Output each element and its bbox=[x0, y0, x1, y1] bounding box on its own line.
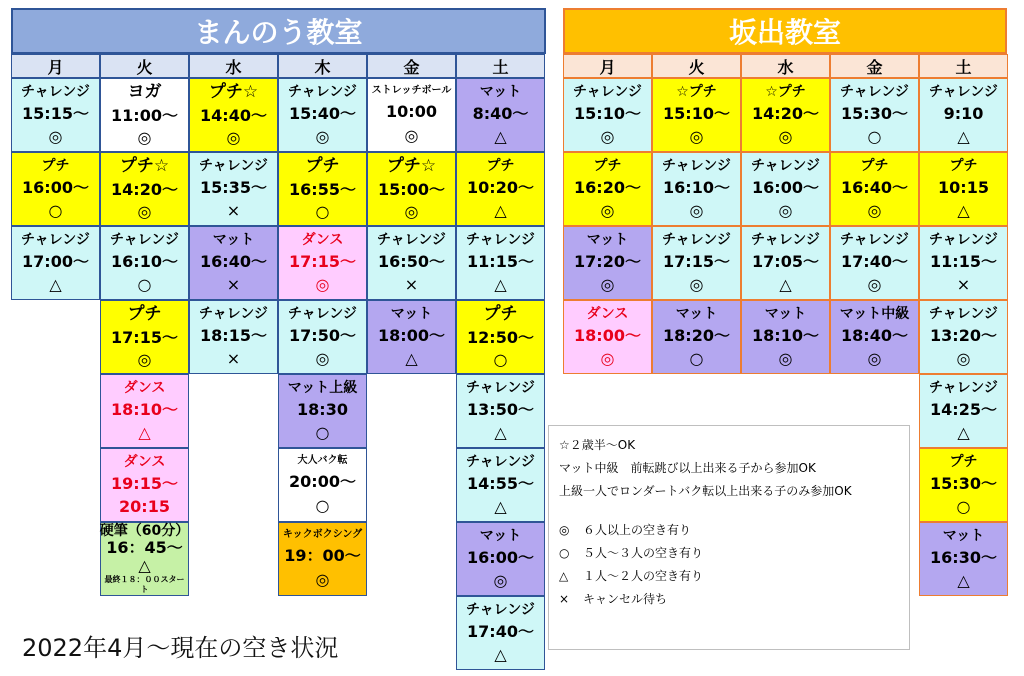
class-name: チャレンジ bbox=[466, 380, 535, 396]
class-name: チャレンジ bbox=[199, 306, 268, 322]
class-slot bbox=[100, 300, 189, 374]
class-name: プチ☆ bbox=[208, 82, 259, 103]
right-day-header: 月 bbox=[563, 54, 652, 78]
class-time: 19:15〜 bbox=[111, 474, 178, 493]
class-slot bbox=[456, 300, 545, 374]
class-slot bbox=[367, 78, 456, 152]
class-slot bbox=[100, 522, 189, 596]
class-slot bbox=[919, 300, 1008, 374]
class-slot bbox=[11, 78, 100, 152]
class-slot bbox=[563, 78, 652, 152]
availability-status: △ bbox=[494, 127, 507, 146]
class-name: ダンス bbox=[586, 306, 629, 322]
availability-status: ◎ bbox=[226, 127, 241, 147]
class-name: 硬筆（60分） bbox=[99, 523, 190, 539]
class-time: 15:30〜 bbox=[930, 474, 997, 493]
class-name: マット bbox=[675, 306, 718, 322]
class-slot bbox=[278, 522, 367, 596]
class-time: 18:15〜 bbox=[200, 326, 267, 345]
left-day-header: 金 bbox=[367, 54, 456, 78]
class-name: プチ bbox=[860, 158, 889, 174]
availability-status: △ bbox=[779, 275, 792, 294]
class-slot bbox=[830, 300, 919, 374]
class-time: 18:00〜 bbox=[378, 326, 445, 345]
class-time: 18:40〜 bbox=[841, 326, 908, 345]
class-time: 13:50〜 bbox=[467, 400, 534, 419]
class-time: 18:10〜 bbox=[752, 326, 819, 345]
class-time: 16:50〜 bbox=[378, 252, 445, 271]
left-day-header: 火 bbox=[100, 54, 189, 78]
left-classroom-title: まんのう教室 bbox=[11, 8, 546, 54]
class-time: 8:40〜 bbox=[472, 104, 529, 123]
class-time: 17:40〜 bbox=[467, 622, 534, 641]
availability-status: ○ bbox=[315, 496, 330, 515]
class-slot bbox=[456, 448, 545, 522]
class-time: 17:15〜 bbox=[663, 252, 730, 271]
availability-status: ◎ bbox=[600, 127, 615, 146]
class-slot bbox=[563, 226, 652, 300]
class-name: チャレンジ bbox=[288, 306, 357, 322]
class-time: 14:25〜 bbox=[930, 400, 997, 419]
legend-symbol-text: １人〜２人の空き有り bbox=[583, 569, 704, 583]
availability-status: ◎ bbox=[315, 127, 330, 146]
class-end-time: 20:15 bbox=[119, 497, 170, 516]
availability-status: △ bbox=[494, 201, 507, 220]
legend-spacer bbox=[559, 503, 899, 519]
class-name: チャレンジ bbox=[466, 454, 535, 470]
class-slot bbox=[563, 152, 652, 226]
left-day-header: 木 bbox=[278, 54, 367, 78]
class-time: 10:15 bbox=[938, 178, 989, 197]
class-slot bbox=[100, 374, 189, 448]
class-slot bbox=[741, 226, 830, 300]
availability-status: △ bbox=[138, 423, 151, 442]
class-time: 11:15〜 bbox=[467, 252, 534, 271]
class-time: 17:15〜 bbox=[111, 327, 178, 347]
class-name: ダンス bbox=[301, 232, 344, 248]
class-name: チャレンジ bbox=[377, 232, 446, 248]
class-slot bbox=[741, 152, 830, 226]
availability-status: ◎ bbox=[600, 201, 615, 220]
class-name: マット bbox=[212, 232, 255, 248]
availability-status: ○ bbox=[137, 275, 152, 294]
class-name: チャレンジ bbox=[466, 232, 535, 248]
availability-status: ◎ bbox=[867, 201, 882, 220]
class-time: 17:00〜 bbox=[22, 252, 89, 271]
class-slot bbox=[456, 226, 545, 300]
availability-status: ○ bbox=[315, 201, 330, 221]
availability-status: △ bbox=[494, 423, 507, 442]
availability-status: ○ bbox=[48, 201, 63, 220]
class-slot bbox=[830, 152, 919, 226]
class-time: 16:00〜 bbox=[22, 178, 89, 197]
class-name: チャレンジ bbox=[751, 232, 820, 248]
class-slot bbox=[919, 448, 1008, 522]
availability-status: △ bbox=[957, 571, 970, 590]
class-name: チャレンジ bbox=[751, 158, 820, 174]
class-time: 15:30〜 bbox=[841, 104, 908, 123]
availability-status: ◎ bbox=[778, 201, 793, 220]
class-name: マット bbox=[942, 528, 985, 544]
legend-box bbox=[548, 425, 910, 650]
legend-symbol-row bbox=[559, 542, 899, 565]
left-day-header: 水 bbox=[189, 54, 278, 78]
class-slot bbox=[652, 300, 741, 374]
class-time: 15:35〜 bbox=[200, 178, 267, 197]
availability-status: △ bbox=[957, 127, 970, 146]
class-time: 18:30 bbox=[297, 400, 348, 419]
legend-symbol-row bbox=[559, 519, 899, 542]
right-day-header: 火 bbox=[652, 54, 741, 78]
availability-status: ◎ bbox=[867, 349, 882, 368]
class-slot bbox=[278, 374, 367, 448]
class-name: マット bbox=[586, 232, 629, 248]
availability-status: △ bbox=[494, 645, 507, 664]
class-name: チャレンジ bbox=[288, 84, 357, 100]
availability-status: ◎ bbox=[315, 570, 330, 589]
class-time: 12:50〜 bbox=[467, 327, 534, 347]
availability-status: ◎ bbox=[956, 349, 971, 368]
class-name: キックボクシング bbox=[282, 529, 363, 540]
class-slot bbox=[11, 226, 100, 300]
class-name: マット bbox=[390, 306, 433, 322]
class-time: 9:10 bbox=[943, 104, 984, 123]
class-name: プチ☆ bbox=[386, 156, 437, 177]
class-slot bbox=[919, 522, 1008, 596]
class-slot bbox=[189, 226, 278, 300]
class-slot bbox=[919, 226, 1008, 300]
class-slot bbox=[278, 448, 367, 522]
availability-status: ○ bbox=[956, 497, 971, 516]
class-slot bbox=[189, 300, 278, 374]
availability-status: ◎ bbox=[600, 349, 615, 368]
class-name: プチ bbox=[486, 158, 515, 174]
availability-status: △ bbox=[957, 201, 970, 220]
class-time: 19：00〜 bbox=[284, 546, 361, 565]
class-slot bbox=[456, 78, 545, 152]
availability-status: ○ bbox=[689, 349, 704, 368]
class-name: プチ bbox=[949, 158, 978, 174]
legend-symbol-row bbox=[559, 588, 899, 611]
class-name: チャレンジ bbox=[466, 602, 535, 618]
legend-symbol-row bbox=[559, 565, 899, 588]
class-slot bbox=[741, 78, 830, 152]
class-name: プチ bbox=[949, 454, 978, 470]
availability-status: △ bbox=[494, 497, 507, 516]
availability-status: △ bbox=[138, 556, 151, 575]
right-classroom-title: 坂出教室 bbox=[563, 8, 1007, 54]
legend-symbol: △ bbox=[559, 569, 569, 583]
class-slot bbox=[100, 152, 189, 226]
class-name: ダンス bbox=[123, 380, 166, 396]
class-time: 14:55〜 bbox=[467, 474, 534, 493]
class-name: チャレンジ bbox=[662, 232, 731, 248]
class-slot bbox=[652, 152, 741, 226]
class-name: チャレンジ bbox=[662, 158, 731, 174]
availability-status: ○ bbox=[315, 423, 330, 442]
class-slot bbox=[456, 596, 545, 670]
class-time: 17:20〜 bbox=[574, 252, 641, 271]
class-time: 11:00〜 bbox=[111, 105, 178, 125]
availability-status: △ bbox=[405, 349, 418, 368]
legend-note: マット中級 前転跳び以上出来る子から参加OK bbox=[559, 461, 816, 475]
class-time: 14:20〜 bbox=[752, 104, 819, 123]
class-time: 17:50〜 bbox=[289, 326, 356, 345]
availability-status: ◎ bbox=[600, 275, 615, 294]
availability-status: ◎ bbox=[137, 201, 152, 221]
class-name: マット中級 bbox=[839, 306, 910, 322]
legend-symbol-text: キャンセル待ち bbox=[583, 592, 668, 606]
legend-note: 上級一人でロンダートバク転以上出来る子のみ参加OK bbox=[559, 484, 852, 498]
class-time: 17:05〜 bbox=[752, 252, 819, 271]
class-slot bbox=[830, 226, 919, 300]
class-time: 15:10〜 bbox=[663, 104, 730, 123]
class-slot bbox=[100, 226, 189, 300]
class-name: マット bbox=[479, 84, 522, 100]
class-slot bbox=[278, 152, 367, 226]
availability-status: × bbox=[226, 201, 241, 220]
class-slot bbox=[741, 300, 830, 374]
class-slot bbox=[100, 448, 189, 522]
legend-symbol: ◎ bbox=[559, 523, 570, 537]
class-time: 11:15〜 bbox=[930, 252, 997, 271]
class-time: 18:10〜 bbox=[111, 400, 178, 419]
availability-status: × bbox=[226, 349, 241, 368]
availability-status: ◎ bbox=[137, 349, 152, 369]
availability-status: × bbox=[956, 275, 971, 294]
class-slot bbox=[189, 78, 278, 152]
class-name: チャレンジ bbox=[840, 84, 909, 100]
class-time: 14:20〜 bbox=[111, 179, 178, 199]
availability-status: △ bbox=[957, 423, 970, 442]
page-caption: 2022年4月〜現在の空き状況 bbox=[22, 634, 339, 662]
right-day-header: 金 bbox=[830, 54, 919, 78]
class-slot bbox=[278, 78, 367, 152]
availability-status: ◎ bbox=[867, 275, 882, 294]
class-slot bbox=[278, 300, 367, 374]
class-name: チャレンジ bbox=[929, 232, 998, 248]
class-time: 18:20〜 bbox=[663, 326, 730, 345]
class-name: ☆プチ bbox=[676, 84, 717, 100]
class-slot bbox=[652, 226, 741, 300]
class-slot bbox=[367, 226, 456, 300]
class-time: 17:40〜 bbox=[841, 252, 908, 271]
class-name: プチ bbox=[593, 158, 622, 174]
availability-status: ◎ bbox=[404, 201, 419, 221]
right-day-header: 土 bbox=[919, 54, 1008, 78]
class-slot bbox=[563, 300, 652, 374]
class-name: チャレンジ bbox=[929, 84, 998, 100]
class-time: 17:15〜 bbox=[289, 252, 356, 271]
class-slot bbox=[919, 374, 1008, 448]
left-day-header: 土 bbox=[456, 54, 545, 78]
class-time: 16:00〜 bbox=[752, 178, 819, 197]
availability-status: ◎ bbox=[315, 275, 330, 294]
class-time: 14:40〜 bbox=[200, 105, 267, 125]
class-time: 16:20〜 bbox=[574, 178, 641, 197]
class-name: チャレンジ bbox=[199, 158, 268, 174]
class-name: チャレンジ bbox=[21, 232, 90, 248]
class-time: 15:10〜 bbox=[574, 104, 641, 123]
class-slot bbox=[456, 374, 545, 448]
class-time: 18:00〜 bbox=[574, 326, 641, 345]
class-name: マット上級 bbox=[287, 380, 358, 396]
class-name: プチ bbox=[305, 156, 340, 177]
class-name: ☆プチ bbox=[765, 84, 806, 100]
class-slot bbox=[652, 78, 741, 152]
class-name: ダンス bbox=[123, 454, 166, 470]
class-time: 20:00〜 bbox=[289, 472, 356, 491]
availability-status: ◎ bbox=[404, 126, 419, 145]
availability-status: △ bbox=[494, 275, 507, 294]
class-time: 13:20〜 bbox=[930, 326, 997, 345]
legend-symbol-text: ６人以上の空き有り bbox=[583, 523, 692, 537]
class-name: マット bbox=[764, 306, 807, 322]
class-slot bbox=[456, 152, 545, 226]
availability-status: ◎ bbox=[778, 349, 793, 368]
class-note: 最終１８：００スタート bbox=[104, 575, 185, 594]
class-slot bbox=[367, 152, 456, 226]
class-name: 大人バク転 bbox=[297, 455, 348, 466]
right-day-header: 水 bbox=[741, 54, 830, 78]
availability-status: ◎ bbox=[689, 201, 704, 220]
legend-note: ☆２歳半〜OK bbox=[559, 438, 636, 452]
class-time: 16:30〜 bbox=[930, 548, 997, 567]
availability-status: △ bbox=[49, 275, 62, 294]
availability-status: ◎ bbox=[493, 571, 508, 590]
availability-status: ◎ bbox=[315, 349, 330, 368]
class-time: 15:15〜 bbox=[22, 104, 89, 123]
availability-status: ◎ bbox=[689, 127, 704, 146]
class-name: チャレンジ bbox=[929, 306, 998, 322]
class-slot bbox=[830, 78, 919, 152]
class-slot bbox=[11, 152, 100, 226]
availability-status: ○ bbox=[867, 127, 882, 146]
availability-status: ◎ bbox=[689, 275, 704, 294]
class-name: ヨガ bbox=[127, 82, 162, 103]
class-name: プチ bbox=[127, 304, 162, 325]
class-name: ストレッチボール bbox=[371, 85, 452, 96]
legend-symbol-text: ５人〜３人の空き有り bbox=[583, 546, 704, 560]
class-time: 15:00〜 bbox=[378, 179, 445, 199]
class-slot bbox=[919, 78, 1008, 152]
left-day-header: 月 bbox=[11, 54, 100, 78]
legend-symbol: × bbox=[559, 592, 570, 606]
class-slot bbox=[456, 522, 545, 596]
availability-status: ◎ bbox=[778, 127, 793, 146]
class-slot bbox=[367, 300, 456, 374]
class-slot bbox=[278, 226, 367, 300]
class-time: 15:40〜 bbox=[289, 104, 356, 123]
availability-status: ◎ bbox=[137, 127, 152, 147]
class-time: 16:10〜 bbox=[663, 178, 730, 197]
class-name: プチ☆ bbox=[119, 156, 170, 177]
class-name: チャレンジ bbox=[110, 232, 179, 248]
class-name: チャレンジ bbox=[21, 84, 90, 100]
class-time: 16:40〜 bbox=[841, 178, 908, 197]
class-name: チャレンジ bbox=[840, 232, 909, 248]
class-time: 16:00〜 bbox=[467, 548, 534, 567]
class-slot bbox=[100, 78, 189, 152]
availability-status: ◎ bbox=[48, 127, 63, 146]
class-name: チャレンジ bbox=[573, 84, 642, 100]
class-name: プチ bbox=[41, 158, 70, 174]
class-slot bbox=[919, 152, 1008, 226]
class-name: プチ bbox=[483, 304, 518, 325]
availability-status: × bbox=[404, 275, 419, 294]
class-name: チャレンジ bbox=[929, 380, 998, 396]
class-name: マット bbox=[479, 528, 522, 544]
class-time: 16:40〜 bbox=[200, 252, 267, 271]
availability-status: × bbox=[226, 275, 241, 294]
legend-symbol: ○ bbox=[559, 546, 570, 560]
class-time: 16:10〜 bbox=[111, 252, 178, 271]
class-time: 10:00 bbox=[386, 102, 437, 121]
class-time: 16：45〜 bbox=[106, 538, 183, 557]
class-time: 16:55〜 bbox=[289, 179, 356, 199]
class-slot bbox=[189, 152, 278, 226]
class-time: 10:20〜 bbox=[467, 178, 534, 197]
availability-status: ○ bbox=[493, 349, 508, 369]
